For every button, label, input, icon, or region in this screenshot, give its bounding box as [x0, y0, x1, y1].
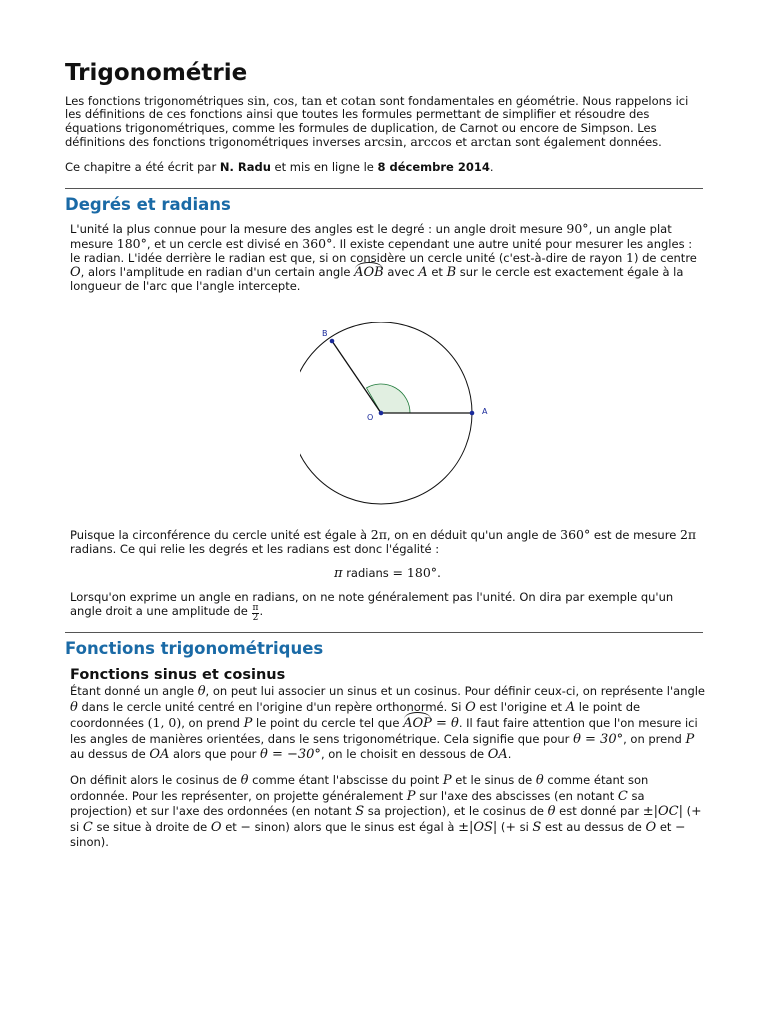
- math: A: [565, 699, 576, 715]
- math: sin: [247, 93, 266, 108]
- text: et: [451, 135, 471, 150]
- text: est l'origine et: [475, 699, 566, 714]
- text: sur le cercle est exactement égale à la longueur de l'arc que l'angle intercepte.: [70, 265, 684, 293]
- text: et: [656, 819, 676, 834]
- denominator: 2: [252, 613, 259, 624]
- circumference-paragraph: [70, 528, 705, 556]
- math: θ: [240, 773, 249, 788]
- unit-paragraph: [70, 591, 705, 623]
- text: ,: [403, 135, 411, 150]
- text: , un angle plat mesure: [70, 222, 672, 251]
- text: alors que pour: [169, 747, 261, 762]
- text: .: [259, 604, 264, 619]
- text: , on prend: [623, 731, 686, 746]
- segment-ob: [332, 341, 381, 413]
- text: Étant donné un angle: [70, 684, 198, 698]
- sinus-cosinus-paragraph: [70, 684, 705, 763]
- point-a: [470, 411, 475, 416]
- math: OA: [487, 747, 508, 763]
- text: est au dessus de: [541, 819, 646, 834]
- degree-radian-equation: [70, 566, 705, 580]
- text: Lorsqu'on exprime un angle en radians, on ne note généralement pas l'unité. On dira par exemple qu'un angle droit a une amplitude de: [70, 590, 674, 619]
- math: O: [210, 819, 222, 835]
- numerator: π: [252, 603, 259, 614]
- section-heading-degres: Degrés et radians: [65, 195, 231, 214]
- text: sinon).: [70, 835, 109, 850]
- text: , on prend: [181, 716, 244, 731]
- text: dans le cercle unité centré en l'origine d'un repère orthonormé. Si: [77, 699, 466, 714]
- math: cotan: [340, 93, 376, 108]
- text: le point du cercle tel que: [252, 716, 404, 731]
- math: θ = 30°: [573, 731, 624, 747]
- point-b: [330, 339, 335, 344]
- math: (1, 0): [147, 715, 182, 731]
- math: 90°: [566, 221, 589, 236]
- math: −: [240, 818, 251, 834]
- text: L'unité la plus connue pour la mesure des angles est le degré : un angle droit mesure: [70, 222, 567, 236]
- math: θ = −30°: [260, 747, 321, 763]
- text: au dessus de: [70, 747, 150, 762]
- text: sinon) alors que le sinus est égal à: [250, 819, 459, 834]
- text: Puisque la circonférence du cercle unité est égale à: [70, 528, 371, 542]
- math: +: [691, 803, 702, 819]
- math: 180°: [116, 235, 147, 251]
- angle-sector: [367, 384, 411, 413]
- text: sont fondamentales en géométrie. Nous rappelons ici les définitions de ces fonctions ainsi que toutes les formules permettant de simplifier et résoudre des équations trigonométriques, comme les formules de duplication, de Carnot ou encore de Simpson. Les définitions des fonctions trigonométriques inverses: [65, 94, 689, 150]
- text: et mis en ligne le: [270, 160, 378, 174]
- text: ,: [294, 94, 302, 108]
- text: radians: [342, 566, 393, 580]
- text: , alors l'amplitude en radian d'un certain angle: [80, 265, 355, 280]
- math: −: [675, 818, 686, 834]
- label-b: B: [322, 329, 328, 338]
- math: +: [505, 818, 516, 834]
- math: θ: [547, 804, 556, 820]
- text: est donné par: [555, 804, 643, 819]
- text: comme étant l'abscisse du point: [248, 773, 443, 787]
- math: C: [82, 819, 93, 835]
- section-divider: [65, 188, 703, 189]
- text: On définit alors le cosinus de: [70, 773, 241, 787]
- math: θ: [70, 699, 78, 715]
- math: 360°: [302, 235, 333, 251]
- text: , on le choisit en dessous de: [320, 747, 488, 762]
- point-o: [379, 411, 384, 416]
- text: et le sinus de: [451, 773, 536, 787]
- math: 1: [626, 250, 634, 266]
- text: sa projection) et sur l'axe des ordonnées (en notant: [70, 788, 645, 819]
- text: ) de centre: [633, 251, 697, 266]
- text: le point de coordonnées: [70, 699, 641, 731]
- text: comme étant son ordonnée. Pour les représenter, on projette généralement: [70, 773, 649, 803]
- math: S: [532, 819, 542, 835]
- unit-circle-figure: [300, 322, 500, 512]
- math: C: [617, 788, 628, 804]
- math: = θ: [431, 716, 459, 732]
- text: et: [322, 94, 341, 108]
- text: si: [70, 819, 83, 834]
- math: O: [465, 699, 476, 715]
- math: arcsin: [364, 134, 403, 150]
- projection-paragraph: [70, 773, 705, 850]
- text: . Il faut faire attention que l'on mesure ici les angles de manières orientées, dans le sens trigonométrique. Cela signifie que pour: [70, 716, 698, 746]
- author-line: [65, 161, 705, 174]
- math: θ: [197, 684, 206, 699]
- text: , on en déduit qu'un angle de: [386, 528, 561, 542]
- math: ±|OC|: [642, 804, 684, 820]
- math: 360°: [560, 527, 591, 542]
- text: (: [497, 819, 506, 834]
- math: tan: [301, 93, 322, 108]
- math: P: [243, 716, 253, 732]
- math: π: [334, 566, 343, 581]
- text: Les fonctions trigonométriques: [65, 94, 248, 108]
- angle-math: AOB: [354, 265, 384, 281]
- degres-paragraph: [70, 222, 705, 294]
- publish-date: 8 décembre 2014: [377, 160, 490, 174]
- subsection-heading-sinus-cosinus: Fonctions sinus et cosinus: [70, 667, 286, 683]
- math: S: [355, 804, 365, 820]
- text: radians. Ce qui relie les degrés et les radians est donc l'égalité :: [70, 542, 440, 556]
- math: P: [406, 788, 416, 804]
- angle-math: AOP: [403, 716, 432, 732]
- math: arctan: [470, 134, 512, 150]
- text: (: [683, 804, 692, 819]
- math: θ: [535, 773, 544, 788]
- intro-paragraph: [65, 94, 705, 150]
- label-o: O: [367, 413, 374, 422]
- text: .: [507, 747, 512, 762]
- math: OA: [149, 747, 170, 763]
- math: ±|OS|: [458, 819, 498, 835]
- section-divider: [65, 632, 703, 633]
- math: 2π: [370, 527, 387, 542]
- text: si: [515, 819, 533, 834]
- page-title: Trigonométrie: [65, 60, 248, 86]
- math: P: [442, 773, 452, 788]
- text: sont également données.: [511, 135, 662, 150]
- text: sur l'axe des abscisses (en notant: [415, 788, 618, 803]
- math: = 180°.: [392, 565, 441, 580]
- text: avec: [383, 265, 419, 280]
- math: arccos: [410, 134, 452, 150]
- math: O: [645, 819, 657, 835]
- text: et: [221, 819, 241, 834]
- math: B: [446, 265, 457, 281]
- author-name: N. Radu: [219, 160, 271, 174]
- text: , et un cercle est divisé en: [146, 236, 303, 251]
- text: et: [427, 265, 447, 280]
- text: , on peut lui associer un sinus et un cosinus. Pour définir ceux-ci, on représente l'angle: [205, 684, 706, 698]
- math: cos: [273, 93, 295, 108]
- text: Ce chapitre a été écrit par: [65, 160, 220, 174]
- text: ,: [265, 94, 274, 108]
- text: .: [489, 160, 494, 174]
- text: sa projection), et le cosinus de: [364, 804, 548, 819]
- text: . Il existe cependant une autre unité pour mesurer les angles : le radian. L'idée derrière le radian est que, si on considère un cercle unité (c'est-à-dire de rayon: [70, 236, 693, 266]
- text: est de mesure: [590, 528, 680, 542]
- section-heading-fonctions: Fonctions trigonométriques: [65, 639, 324, 658]
- text: se situe à droite de: [92, 819, 211, 834]
- math: P: [685, 731, 695, 747]
- math: 2π: [679, 527, 697, 542]
- math: O: [70, 265, 81, 281]
- label-a: A: [482, 407, 488, 416]
- math: A: [418, 265, 428, 281]
